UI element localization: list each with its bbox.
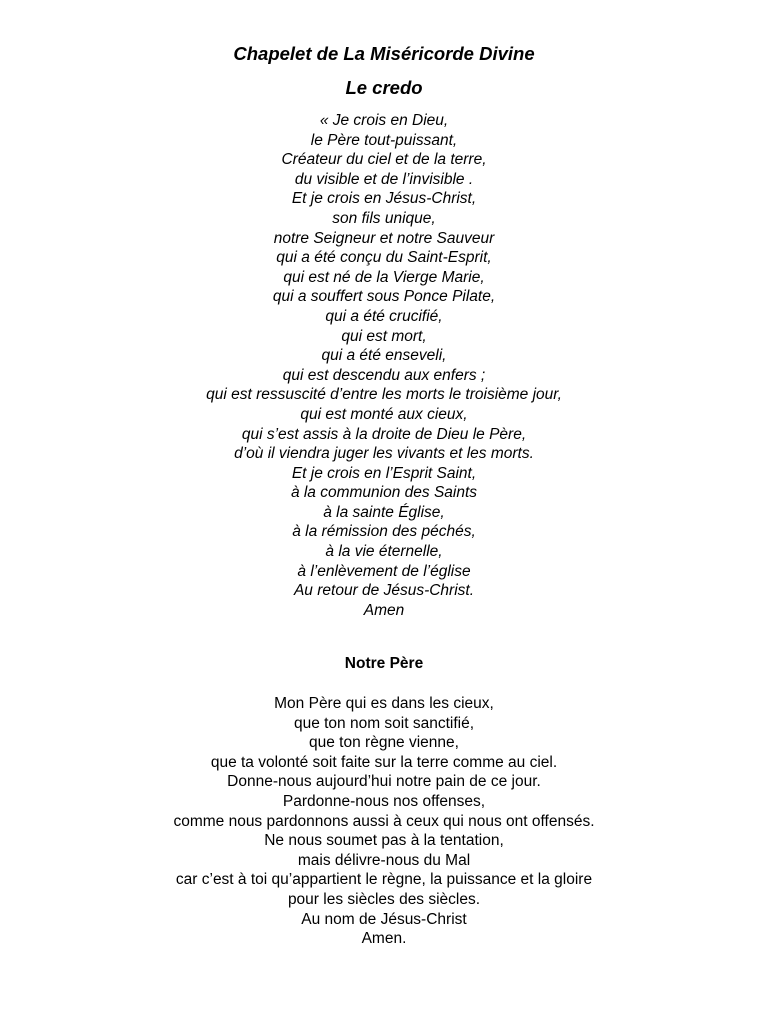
credo-line: qui a été conçu du Saint-Esprit, [276, 249, 492, 267]
notre-pere-line: Amen. [361, 930, 407, 948]
notre-pere-line: Ne nous soumet pas à la tentation, [264, 832, 504, 850]
notre-pere-text [0, 694, 768, 949]
credo-line: à l’enlèvement de l’église [297, 562, 471, 580]
credo-line: à la vie éternelle, [325, 543, 443, 561]
notre-pere-line: que ton règne vienne, [309, 734, 459, 752]
credo-line: Et je crois en l’Esprit Saint, [291, 464, 477, 482]
credo-line: qui est mort, [341, 327, 427, 345]
notre-pere-line: car c’est à toi qu’appartient le règne, la puissance et la gloire [175, 871, 593, 889]
document-title: Chapelet de La Miséricorde Divine [233, 43, 535, 64]
credo-line: Amen [363, 601, 405, 619]
credo-heading: Le credo [345, 77, 423, 98]
notre-pere-line: pour les siècles des siècles. [287, 890, 481, 908]
credo-text [0, 111, 768, 620]
credo-line: qui a été enseveli, [321, 347, 447, 365]
credo-line: qui s’est assis à la droite de Dieu le Père, [241, 425, 527, 443]
notre-pere-line: que ton nom soit sanctifié, [293, 714, 475, 732]
notre-pere-line: mais délivre-nous du Mal [297, 851, 471, 869]
credo-line: à la rémission des péchés, [292, 523, 476, 541]
credo-line: « Je crois en Dieu, [319, 112, 449, 129]
credo-line: qui est descendu aux enfers ; [282, 366, 486, 384]
notre-pere-line: Pardonne-nous nos offenses, [282, 792, 486, 810]
credo-line: son fils unique, [332, 209, 436, 227]
credo-line: qui est monté aux cieux, [300, 405, 468, 423]
credo-line: Au retour de Jésus-Christ. [293, 582, 475, 600]
credo-line: qui est né de la Vierge Marie, [283, 268, 485, 286]
credo-line: qui a souffert sous Ponce Pilate, [272, 288, 496, 306]
credo-line: Créateur du ciel et de la terre, [281, 151, 487, 169]
credo-line: à la communion des Saints [290, 484, 478, 502]
notre-pere-line: que ta volonté soit faite sur la terre comme au ciel. [210, 753, 558, 771]
credo-line: notre Seigneur et notre Sauveur [273, 229, 495, 247]
credo-line: du visible et de l’invisible . [294, 170, 474, 188]
credo-line: d’où il viendra juger les vivants et les morts. [234, 445, 534, 463]
credo-line: qui a été crucifié, [325, 307, 443, 325]
credo-line: le Père tout-puissant, [310, 131, 458, 149]
notre-pere-line: Au nom de Jésus-Christ [301, 910, 467, 928]
credo-line: qui est ressuscité d’entre les morts le troisième jour, [206, 386, 562, 404]
notre-pere-line: comme nous pardonnons aussi à ceux qui nous ont offensés. [173, 812, 595, 830]
credo-line: à la sainte Église, [323, 503, 445, 521]
notre-pere-heading: Notre Père [344, 655, 424, 672]
notre-pere-line: Donne-nous aujourd’hui notre pain de ce jour. [227, 773, 541, 791]
notre-pere-line: Mon Père qui es dans les cieux, [274, 695, 494, 712]
credo-line: Et je crois en Jésus-Christ, [291, 190, 477, 208]
